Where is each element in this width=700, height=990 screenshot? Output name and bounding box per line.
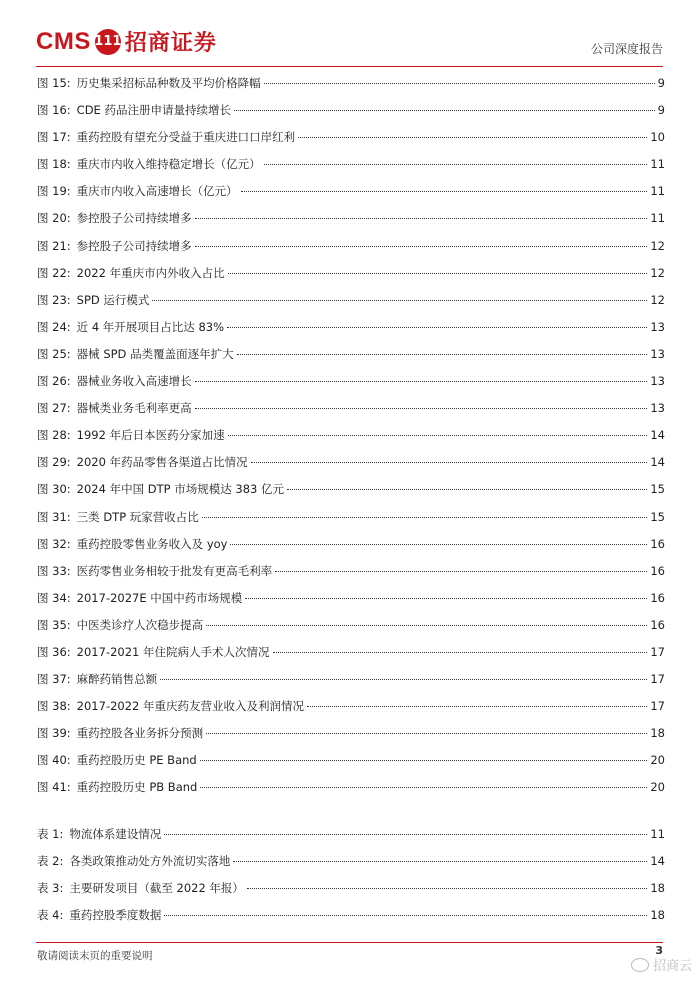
entry-page: 11 xyxy=(650,211,665,226)
entry-page: 20 xyxy=(650,753,665,768)
entry-page: 17 xyxy=(650,644,665,659)
entry-label: 表 2: xyxy=(37,854,64,869)
leader-dots xyxy=(264,164,648,165)
report-type-label: 公司深度报告 xyxy=(590,42,663,56)
figure-entry[interactable] xyxy=(37,590,665,617)
leader-dots xyxy=(247,888,647,889)
figure-entry[interactable] xyxy=(37,373,665,400)
figure-entry[interactable] xyxy=(37,779,665,806)
figure-entry[interactable] xyxy=(37,698,665,725)
figure-entry[interactable] xyxy=(37,238,665,265)
figure-entry[interactable] xyxy=(37,536,665,563)
figure-entry[interactable] xyxy=(37,725,665,752)
entry-page: 14 xyxy=(650,428,665,443)
entry-title: 2020 年药品零售各渠道占比情况 xyxy=(76,455,248,470)
entry-page: 10 xyxy=(650,130,665,145)
entry-label: 图 25: xyxy=(37,346,71,361)
entry-page: 13 xyxy=(650,319,665,334)
entry-label: 图 35: xyxy=(37,617,71,632)
leader-dots xyxy=(251,462,648,463)
figure-entry[interactable] xyxy=(37,346,665,373)
leader-dots xyxy=(202,517,648,518)
figure-entry[interactable] xyxy=(37,265,665,292)
entry-title: 器械业务收入高速增长 xyxy=(76,374,192,389)
figure-entry[interactable] xyxy=(37,129,665,156)
entry-label: 图 36: xyxy=(37,644,71,659)
entry-title: 重药控股各业务拆分预测 xyxy=(76,726,204,741)
entry-title: 主要研发项目（截至 2022 年报） xyxy=(69,881,244,896)
entry-title: 重药控股季度数据 xyxy=(69,908,162,923)
figure-entry[interactable] xyxy=(37,292,665,319)
entry-page: 14 xyxy=(650,854,665,869)
entry-label: 图 29: xyxy=(37,455,71,470)
entry-page: 12 xyxy=(650,265,665,280)
leader-dots xyxy=(307,706,647,707)
leader-dots xyxy=(228,273,648,274)
entry-label: 图 31: xyxy=(37,509,71,524)
leader-dots xyxy=(164,834,647,835)
leader-dots xyxy=(200,760,648,761)
figure-entry[interactable] xyxy=(37,617,665,644)
entry-title: 物流体系建设情况 xyxy=(69,827,162,841)
figure-entry[interactable] xyxy=(37,427,665,454)
figure-entry[interactable] xyxy=(37,102,665,129)
logo-mark-icon: 111 xyxy=(95,29,121,55)
entry-label: 图 32: xyxy=(37,536,71,551)
figure-entry[interactable] xyxy=(37,563,665,590)
entry-page: 20 xyxy=(650,780,665,795)
entry-title: 2024 年中国 DTP 市场规模达 383 亿元 xyxy=(76,482,284,497)
entry-page: 16 xyxy=(650,590,665,605)
entry-label: 表 1: xyxy=(37,827,64,841)
entry-label: 图 41: xyxy=(37,780,71,795)
entry-label: 图 39: xyxy=(37,726,71,741)
figure-entry[interactable] xyxy=(37,481,665,508)
entry-page: 13 xyxy=(650,374,665,389)
entry-title: 历史集采招标品种数及平均价格降幅 xyxy=(76,76,261,90)
entry-page: 11 xyxy=(650,157,665,172)
entry-page: 13 xyxy=(650,346,665,361)
entry-title: 重药控股零售业务收入及 yoy xyxy=(76,536,228,551)
entry-label: 图 38: xyxy=(37,699,71,714)
entry-label: 图 30: xyxy=(37,482,71,497)
entry-label: 图 23: xyxy=(37,292,71,307)
entry-page: 11 xyxy=(650,184,665,199)
leader-dots xyxy=(164,915,647,916)
leader-dots xyxy=(152,300,647,301)
entry-title: 2022 年重庆市内外收入占比 xyxy=(76,265,225,280)
leader-dots xyxy=(234,110,655,111)
entry-label: 表 3: xyxy=(37,881,64,896)
entry-title: 参控股子公司持续增多 xyxy=(76,211,192,226)
table-entry[interactable] xyxy=(37,880,665,907)
table-entry[interactable] xyxy=(37,826,665,853)
entry-page: 18 xyxy=(650,726,665,741)
entry-title: 1992 年后日本医药分家加速 xyxy=(76,428,225,443)
footer-disclaimer: 敬请阅读末页的重要说明 xyxy=(37,950,153,962)
entry-title: 2017-2021 年住院病人手术人次情况 xyxy=(76,644,270,659)
figure-entry[interactable] xyxy=(37,319,665,346)
entry-label: 图 33: xyxy=(37,563,71,578)
figure-entry[interactable] xyxy=(37,671,665,698)
entry-title: 重庆市内收入维持稳定增长（亿元） xyxy=(76,157,261,172)
entry-label: 图 21: xyxy=(37,238,71,253)
entry-page: 16 xyxy=(650,563,665,578)
leader-dots xyxy=(237,354,648,355)
table-entry[interactable] xyxy=(37,907,665,934)
entry-label: 图 37: xyxy=(37,672,71,687)
entry-label: 图 24: xyxy=(37,319,71,334)
leader-dots xyxy=(264,83,655,84)
entry-label: 图 15: xyxy=(37,76,71,90)
entry-label: 图 16: xyxy=(37,103,71,118)
figure-entry[interactable] xyxy=(37,75,665,102)
leader-dots xyxy=(160,679,647,680)
leader-dots xyxy=(206,625,647,626)
leader-dots xyxy=(275,571,647,572)
logo-cms-text: CMS xyxy=(36,27,91,55)
leader-dots xyxy=(233,861,647,862)
entry-label: 图 28: xyxy=(37,428,71,443)
entry-label: 图 34: xyxy=(37,590,71,605)
entry-title: 各类政策推动处方外流切实落地 xyxy=(69,854,231,869)
entry-page: 16 xyxy=(650,617,665,632)
entry-title: 参控股子公司持续增多 xyxy=(76,238,192,253)
entry-title: 近 4 年开展项目占比达 83% xyxy=(76,319,225,334)
entry-page: 17 xyxy=(650,672,665,687)
leader-dots xyxy=(195,408,648,409)
entry-title: 医药零售业务相较于批发有更高毛利率 xyxy=(76,563,273,578)
watermark xyxy=(631,955,692,974)
entry-label: 图 17: xyxy=(37,130,71,145)
entry-label: 图 40: xyxy=(37,753,71,768)
footer-divider xyxy=(36,942,663,943)
entry-title: 器械类业务毛利率更高 xyxy=(76,401,192,416)
leader-dots xyxy=(195,246,648,247)
entry-page: 9 xyxy=(657,103,665,118)
figure-index xyxy=(37,75,665,807)
entry-page: 12 xyxy=(650,292,665,307)
entry-title: SPD 运行模式 xyxy=(76,292,150,307)
entry-title: 三类 DTP 玩家营收占比 xyxy=(76,509,199,524)
entry-title: 器械 SPD 品类覆盖面逐年扩大 xyxy=(76,346,234,361)
header-divider xyxy=(36,66,663,67)
entry-label: 图 22: xyxy=(37,265,71,280)
logo-chinese-text: 招商证券 xyxy=(124,31,217,56)
leader-dots xyxy=(228,435,648,436)
entry-title: 麻醉药销售总额 xyxy=(76,672,158,687)
figure-entry[interactable] xyxy=(37,156,665,183)
table-index xyxy=(37,826,665,934)
entry-page: 15 xyxy=(650,509,665,524)
figure-entry[interactable] xyxy=(37,183,665,210)
entry-title: 重药控股历史 PB Band xyxy=(76,780,198,795)
page-number: 3 xyxy=(655,944,663,957)
entry-label: 图 27: xyxy=(37,401,71,416)
watermark-text: 招商云 xyxy=(652,959,692,974)
entry-page: 14 xyxy=(650,455,665,470)
entry-page: 17 xyxy=(650,699,665,714)
entry-title: 重药控股历史 PE Band xyxy=(76,753,197,768)
entry-page: 9 xyxy=(657,76,665,90)
leader-dots xyxy=(200,787,647,788)
figure-entry[interactable] xyxy=(37,644,665,671)
leader-dots xyxy=(245,598,647,599)
leader-dots xyxy=(273,652,648,653)
leader-dots xyxy=(230,544,647,545)
table-entry[interactable] xyxy=(37,853,665,880)
entry-title: 2017-2027E 中国中药市场规模 xyxy=(76,590,243,605)
figure-entry[interactable] xyxy=(37,752,665,779)
page-header xyxy=(0,0,700,72)
entry-page: 16 xyxy=(650,536,665,551)
entry-title: 2017-2022 年重庆药友营业收入及利润情况 xyxy=(76,699,305,714)
wechat-icon xyxy=(631,958,649,972)
entry-title: 重药控股有望充分受益于重庆进口口岸红利 xyxy=(76,130,296,145)
leader-dots xyxy=(195,381,648,382)
entry-label: 图 20: xyxy=(37,211,71,226)
figure-entry[interactable] xyxy=(37,400,665,427)
entry-page: 18 xyxy=(650,908,665,923)
entry-title: CDE 药品注册申请量持续增长 xyxy=(76,103,231,118)
entry-label: 图 26: xyxy=(37,374,71,389)
entry-label: 图 19: xyxy=(37,184,71,199)
entry-label: 表 4: xyxy=(37,908,64,923)
figure-entry[interactable] xyxy=(37,454,665,481)
entry-page: 15 xyxy=(650,482,665,497)
entry-title: 中医类诊疗人次稳步提高 xyxy=(76,617,204,632)
leader-dots xyxy=(195,218,648,219)
entry-page: 18 xyxy=(650,881,665,896)
company-logo xyxy=(36,26,217,57)
entry-page: 13 xyxy=(650,401,665,416)
entry-label: 图 18: xyxy=(37,157,71,172)
leader-dots xyxy=(287,489,647,490)
entry-page: 11 xyxy=(650,827,665,841)
entry-page: 12 xyxy=(650,238,665,253)
entry-title: 重庆市内收入高速增长（亿元） xyxy=(76,184,238,199)
figure-entry[interactable] xyxy=(37,210,665,237)
leader-dots xyxy=(227,327,647,328)
figure-entry[interactable] xyxy=(37,509,665,536)
leader-dots xyxy=(206,733,647,734)
leader-dots xyxy=(298,137,647,138)
leader-dots xyxy=(241,191,648,192)
